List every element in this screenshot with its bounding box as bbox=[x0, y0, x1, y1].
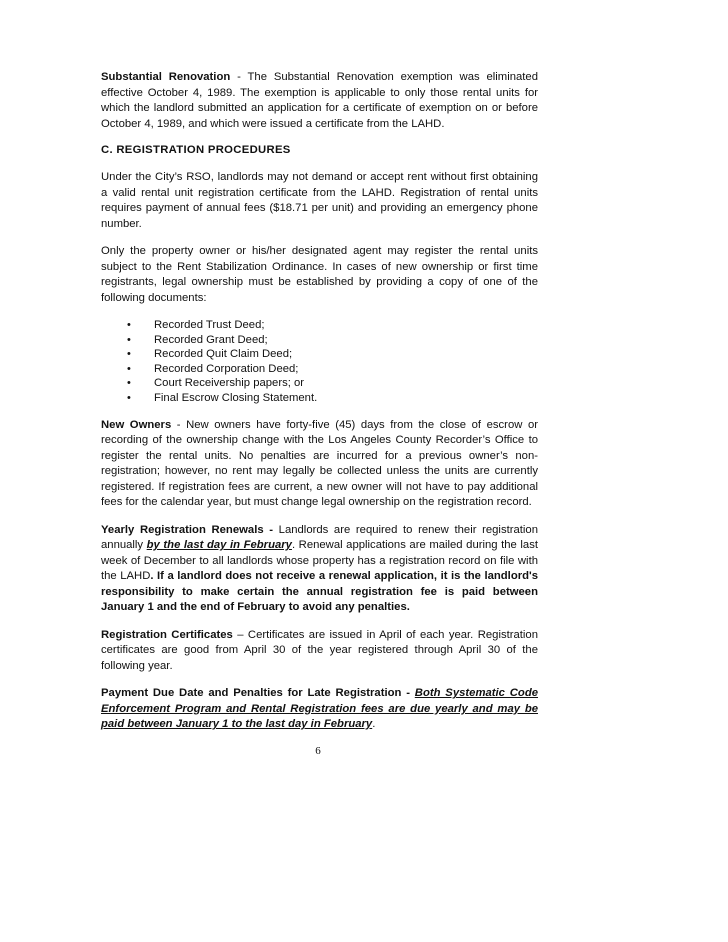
payment-due-paragraph bbox=[101, 686, 538, 733]
bullet-icon: • bbox=[127, 391, 131, 404]
list-item-text: Recorded Quit Claim Deed; bbox=[154, 348, 293, 361]
landlord-responsibility-notice: . If a landlord does not receive a renewal application, it is the landlord's responsibility to make certain the annual registration fee is paid between January 1 and the end of February to avoid any penalties. bbox=[101, 570, 538, 614]
new-owners-paragraph bbox=[101, 418, 538, 511]
list-item-text: Final Escrow Closing Statement. bbox=[154, 391, 318, 404]
list-item bbox=[101, 333, 538, 348]
property-owner-paragraph: Only the property owner or his/her designated agent may register the rental units subject to the Rent Stabilization Ordinance. In cases of new ownership or first time registrants, legal ownership must be established by providing a copy of one of the following documents: bbox=[101, 245, 538, 304]
yearly-renewals-text-2: . Renewal applications are mailed during the last week of December to all landlords whose property has a registration record on file with the LAHD bbox=[101, 539, 538, 583]
list-item bbox=[101, 376, 538, 391]
yearly-renewals-text: Landlords are required to renew their registration annually bbox=[101, 523, 538, 552]
new-owners-heading: New Owners bbox=[101, 418, 172, 431]
list-item bbox=[101, 318, 538, 333]
section-c-title: C. REGISTRATION PROCEDURES bbox=[101, 144, 291, 156]
list-item bbox=[101, 362, 538, 377]
bullet-icon: • bbox=[127, 333, 131, 346]
list-item-text: Recorded Trust Deed; bbox=[154, 319, 265, 331]
page-number: 6 bbox=[315, 745, 321, 757]
bullet-icon: • bbox=[127, 348, 131, 361]
substantial-renovation-paragraph bbox=[101, 70, 538, 132]
registration-certificates-paragraph bbox=[101, 628, 538, 675]
substantial-renovation-heading: Substantial Renovation bbox=[101, 71, 231, 83]
rso-registration-paragraph: Under the City’s RSO, landlords may not demand or accept rent without first obtaining a valid rental unit registration certificate from the LAHD. Registration of rental units requires payment of annual fees ($18.71 per unit) and providing an emergency phone number. bbox=[101, 171, 538, 230]
bullet-icon: • bbox=[127, 377, 131, 390]
yearly-renewals-paragraph bbox=[101, 523, 538, 616]
list-item-text: Court Receivership papers; or bbox=[154, 377, 305, 390]
february-deadline-emphasis: by the last day in February bbox=[146, 539, 292, 552]
bullet-icon: • bbox=[127, 319, 131, 331]
bullet-icon: • bbox=[127, 362, 131, 375]
list-item-text: Recorded Grant Deed; bbox=[154, 333, 268, 346]
list-item bbox=[101, 347, 538, 362]
registration-certificates-heading: Registration Certificates bbox=[101, 628, 233, 641]
list-item-text: Recorded Corporation Deed; bbox=[154, 362, 299, 375]
ownership-documents-list bbox=[101, 318, 538, 406]
registration-certificates-text: – Certificates are issued in April of each year. Registration certificates are good from April 30 of the year registered through April 30 of the following year. bbox=[101, 628, 538, 672]
payment-due-heading: Payment Due Date and Penalties for Late Registration - bbox=[101, 687, 415, 700]
payment-due-emphasis: Both Systematic Code Enforcement Program and Rental Registration fees are due yearly and may be paid between January 1 to the last day in February bbox=[101, 687, 539, 731]
payment-due-tail: . bbox=[372, 718, 376, 731]
list-item bbox=[101, 391, 538, 406]
document-page bbox=[101, 70, 538, 745]
yearly-renewals-heading: Yearly Registration Renewals - bbox=[101, 523, 279, 536]
new-owners-text: - New owners have forty-five (45) days from the close of escrow or recording of the ownership change with the Los Angeles County Recorder’s Office to register the rental units. No penalties are incurred for a previous owner’s non-registration; however, no rent may legally be collected unless the units are currently registered. If registration fees are current, a new owner will not have to pay additional fees for the calendar year, but must change legal ownership on the registration record. bbox=[101, 418, 538, 509]
substantial-renovation-text: - The Substantial Renovation exemption was eliminated effective October 4, 1989. The exemption is applicable to only those rental units for which the landlord submitted an application for a certificate of exemption on or before October 4, 1989, and which were issued a certificate from the LAHD. bbox=[101, 71, 538, 130]
